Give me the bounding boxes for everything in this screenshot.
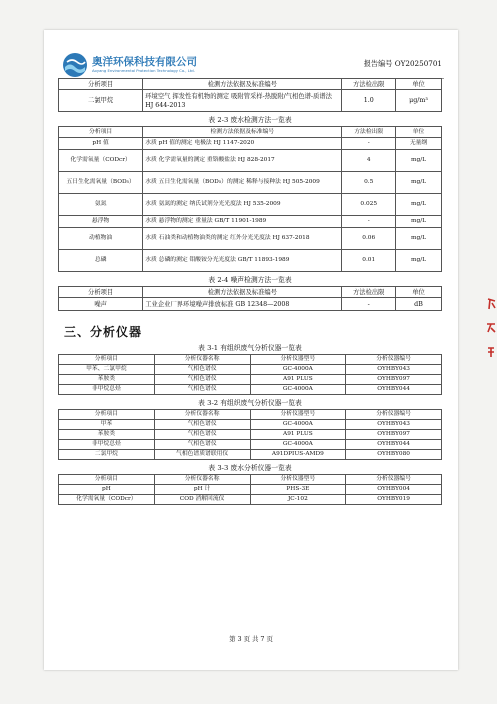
- header-cell: 方法检出限: [342, 127, 396, 138]
- instrument-id-cell: OYHBY004: [346, 485, 442, 495]
- item-cell: 非甲烷总烃: [59, 440, 155, 450]
- limit-cell: 0.025: [342, 194, 396, 216]
- method-cell: 水质 化学需氧量的测定 重铬酸盐法 HJ 828-2017: [143, 150, 342, 172]
- table-row: [59, 150, 442, 172]
- instrument-table-wastewater: [58, 474, 442, 505]
- header-cell: 检测方法依据及标准编号: [143, 127, 342, 138]
- red-seal-fragment-icon: [486, 346, 496, 358]
- table-caption: 表 3-3 废水分析仪器一览表: [208, 464, 292, 472]
- table-header-row: [59, 355, 442, 365]
- instrument-name-cell: 气相色谱质谱联用仪: [154, 450, 250, 460]
- table-row: [59, 250, 442, 272]
- header-cell: 检测方法依据及标准编号: [143, 287, 342, 298]
- item-cell: 噪声: [59, 298, 143, 311]
- table-row: [59, 298, 442, 311]
- instrument-id-cell: OYHBY044: [346, 440, 442, 450]
- instrument-model-cell: GC-4000A: [250, 365, 346, 375]
- red-seal-fragment-icon: [486, 322, 496, 334]
- header-cell: 分析项目: [59, 475, 155, 485]
- method-table-wastewater: [58, 126, 442, 272]
- header-cell: 分析项目: [59, 79, 143, 90]
- instrument-id-cell: OYHBY097: [346, 430, 442, 440]
- page-number: 第 3 页 共 7 页: [229, 635, 273, 643]
- instrument-id-cell: OYHBY044: [346, 385, 442, 395]
- instrument-model-cell: JC-102: [250, 495, 346, 505]
- report-number: 报告编号 OY20250701: [363, 59, 442, 68]
- company-logo-icon: [62, 52, 88, 78]
- table-header-row: [59, 127, 442, 138]
- unit-cell: mg/L: [396, 228, 442, 250]
- item-cell: 氨氮: [59, 194, 143, 216]
- table-row: [59, 420, 442, 430]
- item-cell: pH: [59, 485, 155, 495]
- instrument-model-cell: GC-4000A: [250, 420, 346, 430]
- instrument-table-organized-exhaust-1: [58, 354, 442, 395]
- method-table-noise: [58, 286, 442, 311]
- header-cell: 分析项目: [59, 410, 155, 420]
- header-cell: 单位: [396, 287, 442, 298]
- item-cell: 二氯甲烷: [59, 90, 143, 112]
- item-cell: pH 值: [59, 138, 143, 150]
- instrument-model-cell: A91 PLUS: [250, 375, 346, 385]
- table-header-row: [59, 287, 442, 298]
- item-cell: 化学需氧量（CODcr）: [59, 495, 155, 505]
- item-cell: 甲苯、二氯甲烷: [59, 365, 155, 375]
- header-cell: 分析仪器编号: [346, 475, 442, 485]
- table-row: [59, 90, 442, 112]
- method-table-exhaust: [58, 78, 442, 112]
- unit-cell: mg/L: [396, 150, 442, 172]
- red-seal-fragment-icon: [486, 298, 496, 310]
- table-caption: 表 3-1 有组织废气分析仪器一览表: [198, 344, 302, 352]
- item-cell: 甲苯: [59, 420, 155, 430]
- method-cell: 水质 pH 值的测定 电极法 HJ 1147-2020: [143, 138, 342, 150]
- limit-cell: 0.5: [342, 172, 396, 194]
- limit-cell: -: [342, 138, 396, 150]
- method-cell: 水质 石油类和动植物油类的测定 红外分光光度法 HJ 637-2018: [143, 228, 342, 250]
- table-row: [59, 138, 442, 150]
- header-cell: 单位: [396, 79, 442, 90]
- method-cell: 水质 五日生化需氧量（BOD₅）的测定 稀释与接种法 HJ 505-2009: [143, 172, 342, 194]
- instrument-id-cell: OYHBY043: [346, 365, 442, 375]
- instrument-name-cell: pH 计: [154, 485, 250, 495]
- table-row: [59, 430, 442, 440]
- instrument-name-cell: 气相色谱仪: [154, 430, 250, 440]
- instrument-model-cell: GC-4000A: [250, 385, 346, 395]
- table-row: [59, 385, 442, 395]
- header-cell: 分析仪器名称: [154, 410, 250, 420]
- table-caption: 表 2-4 噪声检测方法一览表: [208, 276, 292, 284]
- limit-cell: 1.0: [342, 90, 396, 112]
- instrument-name-cell: 气相色谱仪: [154, 440, 250, 450]
- item-cell: 非甲烷总烃: [59, 385, 155, 395]
- item-cell: 动植物油: [59, 228, 143, 250]
- table-row: [59, 485, 442, 495]
- header-cell: 分析项目: [59, 127, 143, 138]
- table-caption: 表 3-2 有组织废气分析仪器一览表: [198, 399, 302, 407]
- header-cell: 检测方法依据及标准编号: [143, 79, 342, 90]
- unit-cell: μg/m³: [396, 90, 442, 112]
- header-cell: 方法检出限: [342, 287, 396, 298]
- unit-cell: 无量纲: [396, 138, 442, 150]
- header-cell: 分析仪器名称: [154, 475, 250, 485]
- unit-cell: mg/L: [396, 194, 442, 216]
- table-row: [59, 365, 442, 375]
- unit-cell: dB: [396, 298, 442, 311]
- instrument-model-cell: A91DPIUS-AMD9: [250, 450, 346, 460]
- table-header-row: [59, 79, 442, 90]
- limit-cell: -: [342, 298, 396, 311]
- instrument-name-cell: 气相色谱仪: [154, 385, 250, 395]
- table-row: [59, 450, 442, 460]
- header-cell: 分析仪器型号: [250, 355, 346, 365]
- item-cell: 总磷: [59, 250, 143, 272]
- limit-cell: 4: [342, 150, 396, 172]
- instrument-id-cell: OYHBY043: [346, 420, 442, 430]
- report-content: [58, 78, 442, 505]
- item-cell: 苯胺类: [59, 375, 155, 385]
- method-cell: 水质 总磷的测定 钼酸铵分光光度法 GB/T 11893-1989: [143, 250, 342, 272]
- header-cell: 分析项目: [59, 287, 143, 298]
- limit-cell: -: [342, 216, 396, 228]
- header-cell: 分析仪器编号: [346, 355, 442, 365]
- instrument-name-cell: 气相色谱仪: [154, 420, 250, 430]
- header-cell: 分析仪器名称: [154, 355, 250, 365]
- header-cell: 方法检出限: [342, 79, 396, 90]
- instrument-name-cell: COD 消解回流仪: [154, 495, 250, 505]
- table-row: [59, 172, 442, 194]
- document-page: [44, 30, 458, 670]
- method-cell: 工业企业厂界环境噪声排放标准 GB 12348—2008: [143, 298, 342, 311]
- limit-cell: 0.01: [342, 250, 396, 272]
- unit-cell: mg/L: [396, 216, 442, 228]
- table-header-row: [59, 475, 442, 485]
- header-cell: 分析仪器型号: [250, 410, 346, 420]
- item-cell: 五日生化需氧量（BOD₅）: [59, 172, 143, 194]
- header-cell: 分析仪器型号: [250, 475, 346, 485]
- section-title: 三、分析仪器: [64, 325, 143, 339]
- table-row: [59, 495, 442, 505]
- company-name: 奥洋环保科技有限公司: [92, 56, 197, 68]
- instrument-name-cell: 气相色谱仪: [154, 375, 250, 385]
- table-row: [59, 194, 442, 216]
- item-cell: 化学需氧量（CODcr）: [59, 150, 143, 172]
- instrument-id-cell: OYHBY019: [346, 495, 442, 505]
- header-cell: 单位: [396, 127, 442, 138]
- instrument-name-cell: 气相色谱仪: [154, 365, 250, 375]
- unit-cell: mg/L: [396, 250, 442, 272]
- table-row: [59, 228, 442, 250]
- header-cell: 分析项目: [59, 355, 155, 365]
- item-cell: 苯胺类: [59, 430, 155, 440]
- table-row: [59, 440, 442, 450]
- table-row: [59, 216, 442, 228]
- limit-cell: 0.06: [342, 228, 396, 250]
- instrument-table-organized-exhaust-2: [58, 409, 442, 460]
- header-cell: 分析仪器编号: [346, 410, 442, 420]
- instrument-model-cell: A91 PLUS: [250, 430, 346, 440]
- table-caption: 表 2-3 废水检测方法一览表: [208, 116, 292, 124]
- instrument-id-cell: OYHBY080: [346, 450, 442, 460]
- instrument-model-cell: PHS-3E: [250, 485, 346, 495]
- table-header-row: [59, 410, 442, 420]
- method-cell: 水质 氨氮的测定 纳氏试剂分光光度法 HJ 535-2009: [143, 194, 342, 216]
- item-cell: 二氯甲烷: [59, 450, 155, 460]
- method-cell: 水质 悬浮物的测定 重量法 GB/T 11901-1989: [143, 216, 342, 228]
- instrument-id-cell: OYHBY097: [346, 375, 442, 385]
- unit-cell: mg/L: [396, 172, 442, 194]
- method-cell: 环境空气 挥发性有机物的测定 吸附管采样-热脱附/气相色谱-质谱法 HJ 644-2013: [143, 90, 342, 112]
- company-name-english: Aoyang Environmental Protection Technology Co., Ltd.: [92, 68, 195, 73]
- table-row: [59, 375, 442, 385]
- instrument-model-cell: GC-4000A: [250, 440, 346, 450]
- item-cell: 悬浮物: [59, 216, 143, 228]
